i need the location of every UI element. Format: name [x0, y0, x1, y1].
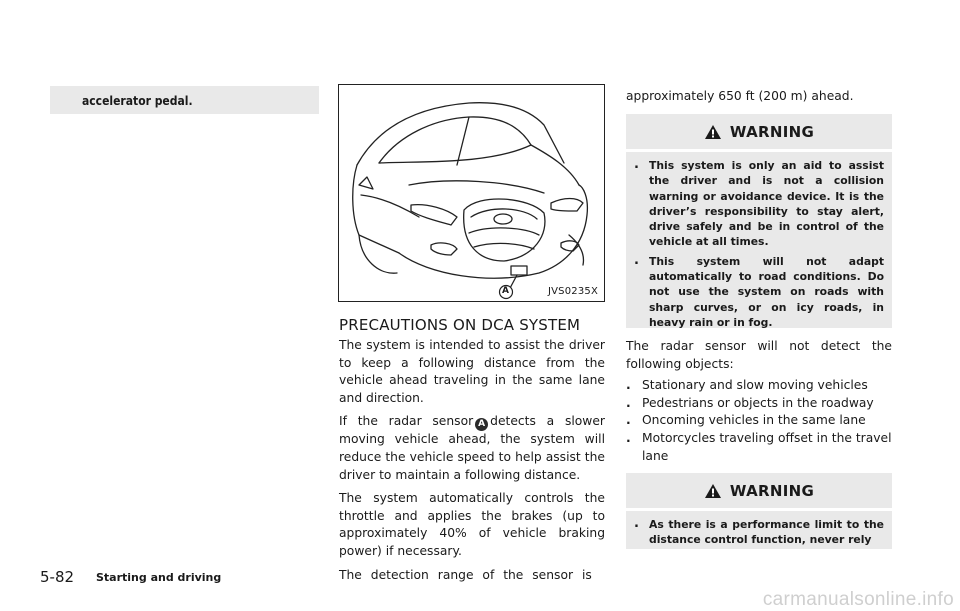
paragraph-2-lead: If the radar sensor: [339, 414, 474, 429]
warning-item-text: This system is only an aid to assist the driver and is not a collision warning or avoidance device. It is the driver’s responsibility to stay alert, drive safely and be in control of the vehicle at all times.: [649, 159, 884, 249]
warning-icon: [704, 483, 722, 499]
warning-label-1: WARNING: [729, 122, 815, 141]
warning-item-text: As there is a performance limit to the distance control function, never rely: [649, 518, 884, 547]
car-drawing: [339, 85, 604, 301]
warning-item: [634, 158, 884, 250]
detection-list: [626, 377, 892, 465]
list-item: [626, 412, 892, 430]
bullet-dot: .: [626, 413, 631, 428]
warning-body-1: [626, 152, 892, 328]
warning-icon: [704, 124, 722, 140]
list-item: [626, 377, 892, 395]
paragraph-1: The system is intended to assist the driver to keep a following distance from the vehicle ahead traveling in the same lane and direction.: [339, 338, 605, 405]
bullet-dot: .: [634, 516, 639, 531]
warning-body-2: [626, 511, 892, 549]
list-item-text: Stationary and slow moving vehicles: [642, 378, 868, 393]
section-body: [339, 337, 605, 590]
paragraph-2-rest: detects a slower moving vehicle ahead, the system will reduce the vehicle speed to help assist the driver to maintain a following distance.: [339, 414, 605, 482]
list-item-text: Oncoming vehicles in the same lane: [642, 413, 866, 428]
paragraph-3: The system automatically controls the throttle and applies the brakes (up to approximately 40% of vehicle braking power) if necessary.: [339, 491, 605, 558]
warning-header-1: [626, 114, 892, 149]
bullet-dot: .: [634, 157, 639, 172]
chapter-title: Starting and driving: [96, 571, 222, 584]
warning-item: [634, 517, 884, 548]
paragraph-4: The detection range of the sensor is: [339, 567, 592, 582]
car-illustration-figure: [338, 84, 605, 302]
list-item-text: Pedestrians or objects in the roadway: [642, 395, 874, 410]
list-item-text: Motorcycles traveling offset in the travel lane: [642, 430, 892, 463]
bullet-dot: .: [626, 430, 631, 445]
detection-intro: The radar sensor will not detect the following objects:: [626, 339, 892, 371]
paragraph-2: [339, 413, 605, 484]
section-title: PRECAUTIONS ON DCA SYSTEM: [339, 316, 581, 334]
callout-a-label: A: [502, 286, 509, 296]
callout-a-marker: A: [475, 418, 488, 431]
figure-code: JVS0235X: [547, 286, 598, 297]
warning-item-text: This system will not adapt automatically to road conditions. Do not use the system on roads with sharp curves, or on icy roads, in heavy rain or in fog.: [649, 254, 884, 329]
page-number: 5-82: [40, 568, 75, 586]
bullet-dot: .: [626, 395, 631, 410]
warning-item: [634, 254, 884, 330]
continuation-text: approximately 650 ft (200 m) ahead.: [626, 89, 854, 103]
bullet-dot: .: [626, 378, 631, 393]
list-item: [626, 430, 892, 465]
carryover-text: accelerator pedal.: [50, 86, 319, 114]
warning-header-2: [626, 473, 892, 508]
detection-limits: [626, 338, 892, 465]
warning-label-2: WARNING: [729, 481, 815, 500]
list-item: [626, 395, 892, 413]
watermark: carmanualsonline.info: [762, 589, 954, 610]
bullet-dot: .: [634, 252, 639, 268]
